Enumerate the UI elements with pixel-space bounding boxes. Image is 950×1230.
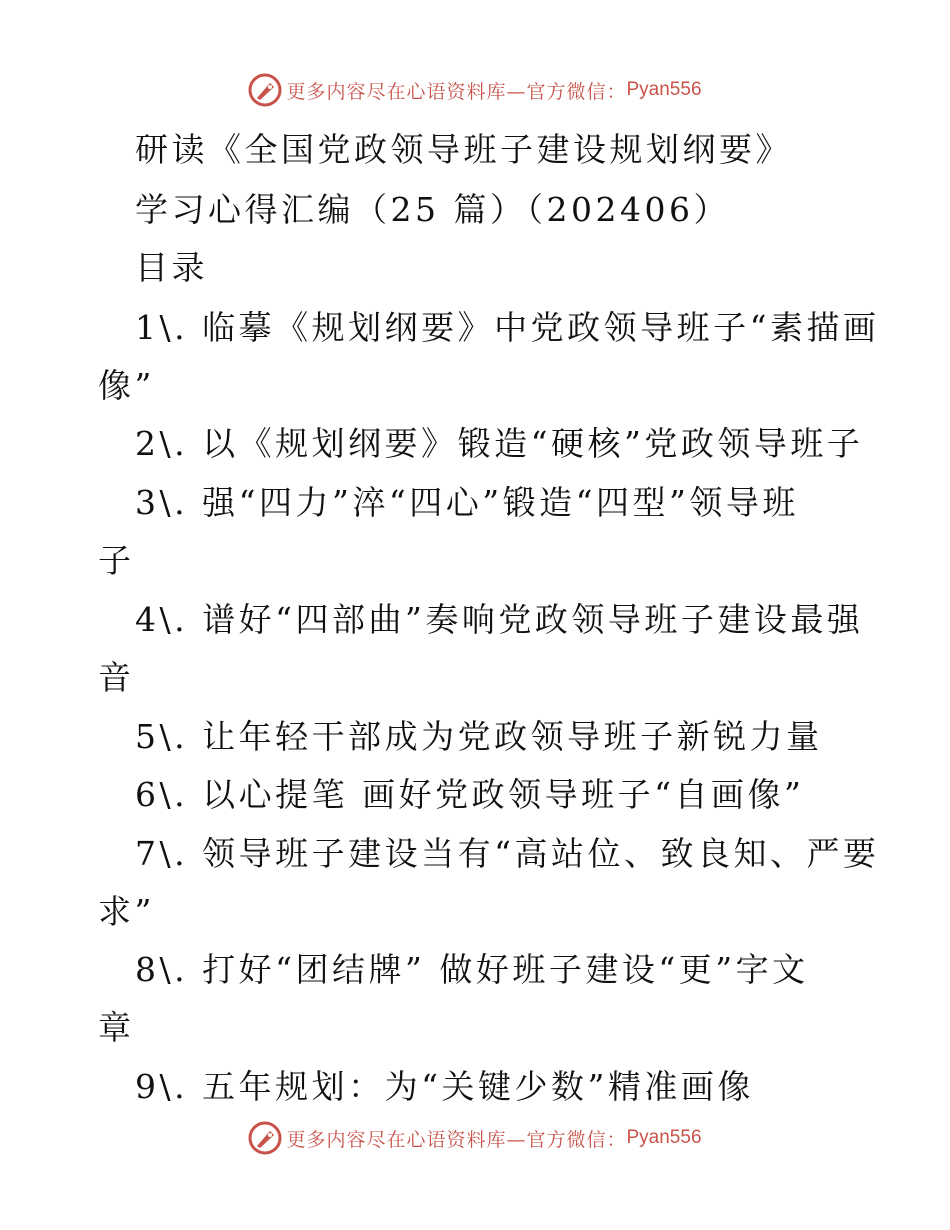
toc-item-3-continued: 子 xyxy=(98,541,135,580)
watermark-wechat-id: Pyan556 xyxy=(626,1127,702,1148)
pen-nib-circle-icon xyxy=(248,1121,282,1155)
watermark-text-1: 更多内容尽在心语资料库 xyxy=(286,80,507,103)
header-watermark xyxy=(0,70,950,110)
toc-item-1: 1\. 临摹《规划纲要》中党政领导班子“素描画 xyxy=(135,308,880,347)
watermark-text-2: —官方微信： xyxy=(506,80,627,103)
toc-item-9: 9\. 五年规划：为“关键少数”精准画像 xyxy=(135,1067,754,1106)
toc-heading: 目录 xyxy=(135,248,208,287)
toc-item-4: 4\. 谱好“四部曲”奏响党政领导班子建设最强 xyxy=(135,600,864,639)
toc-item-7-continued: 求” xyxy=(98,892,155,931)
toc-item-5: 5\. 让年轻干部成为党政领导班子新锐力量 xyxy=(135,717,823,756)
toc-item-1-continued: 像” xyxy=(98,366,155,405)
toc-item-4-continued: 音 xyxy=(98,658,135,697)
footer-watermark xyxy=(0,1118,950,1158)
toc-item-8-continued: 章 xyxy=(98,1008,135,1047)
toc-item-7: 7\. 领导班子建设当有“高站位、致良知、严要 xyxy=(135,834,880,873)
watermark-text-1: 更多内容尽在心语资料库 xyxy=(286,1128,507,1151)
watermark-wechat-id: Pyan556 xyxy=(626,79,702,100)
toc-item-3: 3\. 强“四力”淬“四心”锻造“四型”领导班 xyxy=(135,483,799,522)
toc-item-8: 8\. 打好“团结牌” 做好班子建设“更”字文 xyxy=(135,950,809,989)
document-title-line-1: 研读《全国党政领导班子建设规划纲要》 xyxy=(135,130,792,169)
document-title-line-2: 学习心得汇编（25 篇）（202406） xyxy=(135,190,730,229)
watermark-text-2: —官方微信： xyxy=(506,1128,627,1151)
pen-nib-circle-icon xyxy=(248,73,282,107)
toc-item-6: 6\. 以心提笔 画好党政领导班子“自画像” xyxy=(135,775,805,814)
toc-item-2: 2\. 以《规划纲要》锻造“硬核”党政领导班子 xyxy=(135,424,864,463)
